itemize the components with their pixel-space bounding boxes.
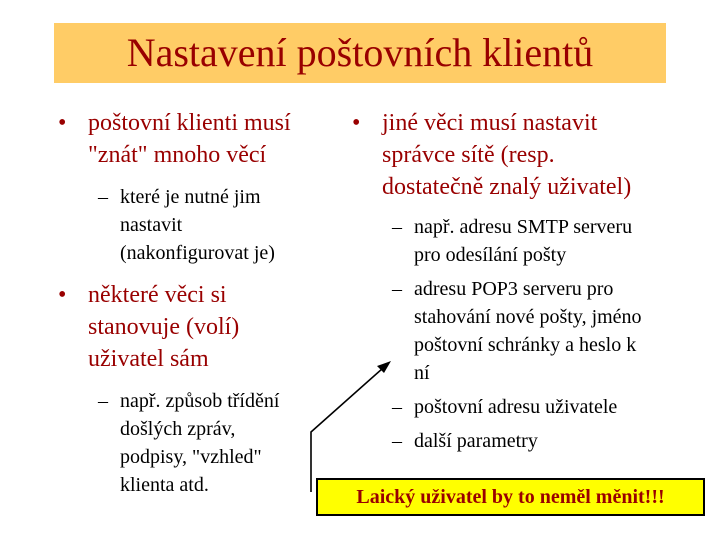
left-sub-bullet-1-line-1: které je nutné jim — [120, 186, 261, 208]
left-bullet-1-line-1: poštovní klienti musí — [88, 110, 291, 136]
right-sub-bullet-4-line-1: další parametry — [414, 430, 538, 452]
callout-text: Laický uživatel by to neměl měnit!!! — [356, 485, 665, 508]
left-bullet-1-line-2: "znát" mnoho věcí — [88, 142, 267, 168]
dash-glyph: – — [98, 390, 108, 412]
right-sub-bullet-2-line-3: poštovní schránky a heslo k — [414, 334, 637, 356]
callout-box — [316, 478, 705, 516]
bullet-glyph: • — [58, 110, 67, 136]
bullet-glyph: • — [352, 110, 361, 136]
left-bullet-2-line-3: uživatel sám — [88, 346, 209, 372]
left-sub-bullet-2-line-1: např. způsob třídění — [120, 390, 280, 412]
left-bullet-2-line-1: některé věci si — [88, 282, 227, 308]
left-sub-bullet-1-line-3: (nakonfigurovat je) — [120, 242, 275, 264]
left-sub-bullet-2-line-4: klienta atd. — [120, 474, 209, 496]
dash-glyph: – — [392, 278, 402, 300]
left-sub-bullet-1-line-2: nastavit — [120, 214, 183, 236]
right-sub-bullet-1-line-1: např. adresu SMTP serveru — [414, 216, 633, 238]
right-bullet-1-line-2: správce sítě (resp. — [382, 142, 555, 168]
right-bullet-1-line-1: jiné věci musí nastavit — [382, 110, 598, 136]
left-sub-bullet-2-line-2: došlých zpráv, — [120, 418, 236, 440]
right-sub-bullet-3-line-1: poštovní adresu uživatele — [414, 396, 618, 418]
bullet-glyph: • — [58, 282, 67, 308]
dash-glyph: – — [98, 186, 108, 208]
dash-glyph: – — [392, 396, 402, 418]
right-bullet-1-line-3: dostatečně znalý uživatel) — [382, 174, 632, 200]
right-sub-bullet-2-line-4: ní — [414, 362, 430, 384]
dash-glyph: – — [392, 430, 402, 452]
right-sub-bullet-1-line-2: pro odesílání pošty — [414, 244, 567, 266]
right-sub-bullet-2-line-2: stahování nové pošty, jméno — [414, 306, 642, 328]
slide-title: Nastavení poštovních klientů — [126, 30, 594, 75]
left-sub-bullet-2-line-3: podpisy, "vzhled" — [120, 446, 262, 468]
left-bullet-2-line-2: stanovuje (volí) — [88, 314, 240, 340]
right-sub-bullet-2-line-1: adresu POP3 serveru pro — [414, 278, 614, 300]
dash-glyph: – — [392, 216, 402, 238]
